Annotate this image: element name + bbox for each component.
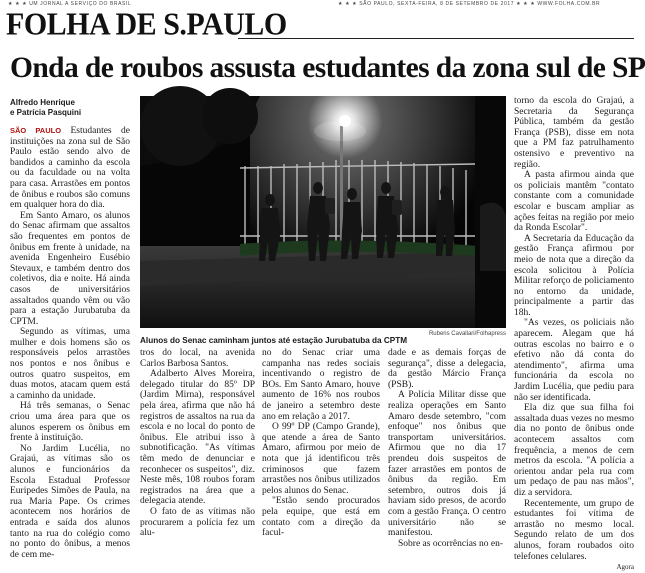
paragraph: no do Senac criar uma campanha nas redes sociais incentivando o registro de BOs. Em Santo Amaro, houve aumento de 16% nos roubos de janeiro a setembro deste ano em relação a 2017.: [262, 348, 380, 422]
caption-text: Alunos do Senac caminham juntos até estação Jurubatuba da CPTM: [140, 336, 408, 345]
article-column-5: [514, 96, 634, 572]
article-column-1: [10, 126, 130, 560]
paragraph: tros do local, na avenida Carlos Barbosa Santos.: [140, 348, 255, 369]
paragraph: Em Santo Amaro, os alunos do Senac afirmam que assaltos são frequentes em pontos de ônibus em frente à unidade, na avenida Engenheiro Eusébio Stevaux, e também dentro dos coletivos, dia e noite. Há ainda casos de universitários assaltados quando vêm ou vão para a estação Jurubatuba da CPTM.: [10, 210, 130, 327]
paragraph: Ela diz que sua filha foi assaltada duas vezes no mesmo dia no ponto de ônibus onde acontecem assaltos com frequência, a menos de cem metros da escola. "A polícia a orientou andar pela rua com um pedaço de pau nas mãos", diz a servidora.: [514, 403, 634, 498]
newspaper-logo: FOLHA DE S.PAULO: [6, 7, 287, 42]
byline-author-1: Alfredo Henrique: [10, 98, 75, 107]
masthead-tagline: ★ ★ ★ UM JORNAL A SERVIÇO DO BRASIL: [8, 1, 132, 7]
paragraph: Adalberto Alves Moreira, delegado titular do 85º DP (Jardim Mirna), responsável pela área, afirma que não há registros de assaltos na rua da escola e no local do ponto de ônibus. Ele atribui isso à subnotificação. "As vítimas têm medo de denunciar e reconhecer os suspeitos", diz. Neste mês, 108 roubos foram registrados na área que a delegacia atende.: [140, 369, 255, 507]
night-street-photo: [140, 96, 506, 328]
source-sign: Agora: [616, 563, 634, 572]
photo-credit: Rubens Cavallari/Folhapress: [428, 331, 506, 337]
masthead-meta: ★ ★ ★ SÃO PAULO, SEXTA-FEIRA, 8 DE SETEMBRO DE 2017 ★ ★ ★ WWW.FOLHA.COM.BR: [338, 1, 601, 7]
article-column-2: [140, 348, 255, 546]
paragraph: Segundo as vítimas, uma mulher e dois homens são os responsáveis pelos arrastões nos pontos e nos ônibus e outros quatro suspeitos, em duas motos, atacam quem está a caminho da unidade.: [10, 327, 130, 401]
paragraph: "As vezes, os policiais não aparecem. Alegam que há outras escolas no bairro e o efetivo não dá conta do atendimento", afirma uma funcionária da escola no Jardim Lucélia, que pediu para não ser identificada.: [514, 318, 634, 403]
masthead-rule: [238, 38, 634, 39]
paragraph: O 99º DP (Campo Grande), que atende a área de Santo Amaro, afirmou por meio de nota que já identificou três criminosos que fazem arrastões nos ônibus utilizados pelos alunos do Senac.: [262, 422, 380, 496]
news-photo: [140, 96, 506, 328]
paragraph: A Polícia Militar disse que realiza operações em Santo Amaro desde setembro, "com enfoque" nos ônibus que transportam universitários. Afirmou que no dia 17 prendeu dois suspeitos de fazer arrastões em pontos de ônibus da região. Em setembro, outros dois já haviam sido presos, de acordo com a gestão França. O centro universitário não se manifestou.: [388, 390, 506, 539]
paragraph: Recentemente, um grupo de estudantes foi vítima de arrastão no mesmo local. Segundo relato de um dos alunos, foram roubados oito telefones celulares.: [514, 498, 634, 562]
article-column-3: [262, 348, 380, 546]
paragraph: A Secretaria da Educação da gestão França afirmou por meio de nota que a direção da escola solicitou à Polícia Militar reforço de policiamento no entorno da unidade, principalmente a partir das 18h.: [514, 233, 634, 318]
paragraph: [10, 126, 130, 211]
masthead: [0, 0, 640, 44]
paragraph: A pasta afirmou ainda que os policiais mantêm "contato constante com a comunidade escolar e buscam ampliar as ações feitas na região por meio da Ronda Escolar".: [514, 170, 634, 234]
paragraph: Sobre as ocorrências no en-: [398, 538, 503, 549]
paragraph: No Jardim Lucélia, no Grajaú, as vítimas são os alunos e funcionários da Escola Estadual Professor Euripedes Simões de Paula, na rua Maria Pape. Os crimes acontecem nos horários de entrada e saída dos alunos tanto na rua do colégio como no ponto do ônibus, a menos de cem me-: [10, 443, 130, 560]
paragraph: Há três semanas, o Senac criou uma área para que os alunos esperem os ônibus em frente à instituição.: [10, 401, 130, 444]
paragraph: dade e as demais forças de segurança", disse a delegacia, da gestão Márcio França (PSB).: [388, 348, 506, 390]
article-column-4: [388, 348, 506, 549]
byline-author-2: e Patrícia Pasquini: [10, 108, 82, 117]
paragraph-text: Estudantes de instituições na zona sul de São Paulo estão sendo alvo de bandidos a caminho da escola ou da faculdade ou na volta para casa. Arrastões em pontos de ônibus e roubos são comuns em qualquer hora do dia.: [10, 126, 130, 211]
paragraph: O fato de as vítimas não procurarem a polícia fez um alu-: [140, 506, 255, 539]
dateline-city: SÃO PAULO: [10, 126, 62, 135]
byline: [10, 98, 130, 118]
paragraph: torno da escola do Grajaú, a Secretaria da Segurança Pública, também da gestão França (PSB), disse em nota que a PM faz patrulhamento ostensivo e preventivo na região.: [514, 96, 634, 170]
article-headline: Onda de roubos assusta estudantes da zona sul de SP: [10, 52, 645, 84]
paragraph: "Estão sendo procurados pela equipe, que está em contato com a direção da facul-: [262, 496, 380, 539]
photo-caption: [140, 330, 506, 345]
